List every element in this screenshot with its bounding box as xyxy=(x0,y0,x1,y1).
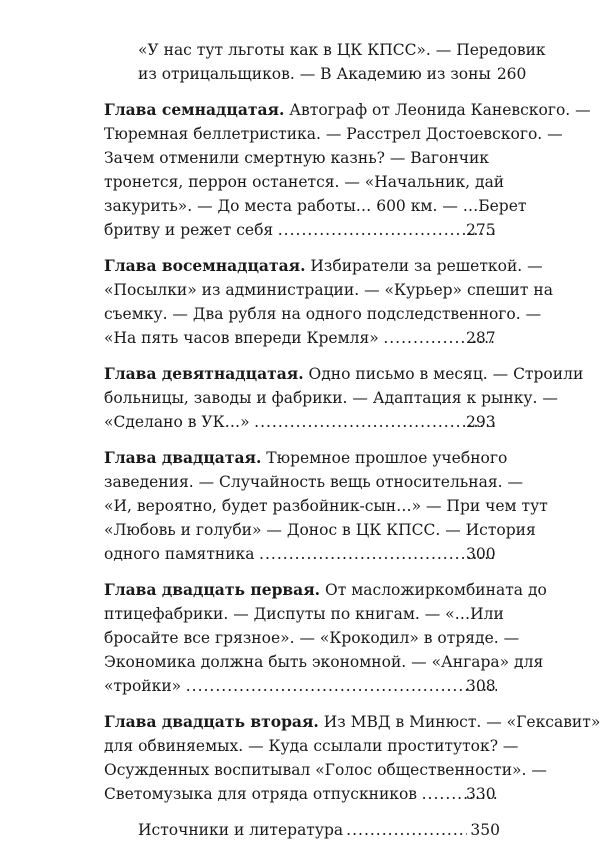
page-number: 260 xyxy=(496,65,527,83)
toc-entry-line: От масложиркомбината до xyxy=(325,581,547,599)
toc-entry-chapter-17[interactable] xyxy=(104,98,591,242)
toc-entry-line: Избиратели за решеткой. — xyxy=(310,257,543,275)
toc-entry-line: закурить». — До места работы… 600 км. — …Берет xyxy=(104,197,527,215)
toc-entry-last-text: Источники и литература xyxy=(138,821,344,839)
toc-entry-line: «Посылки» из администрации. — «Курьер» спешит на xyxy=(104,281,553,299)
toc-entry-sources[interactable] xyxy=(104,818,500,842)
toc-entry-line: бросайте все грязное». — «Крокодил» в отряде. — xyxy=(104,629,520,647)
toc-entry-chapter-19[interactable] xyxy=(104,362,584,434)
chapter-title: Глава восемнадцатая. xyxy=(104,256,306,275)
toc-entry-first-line xyxy=(104,98,591,122)
chapter-title: Глава двадцать первая. xyxy=(104,580,321,599)
chapter-title: Глава двадцатая. xyxy=(104,448,262,467)
toc-entry-first-line xyxy=(104,578,547,602)
toc-entry-line: заведения. — Случайность вещь относительная. — xyxy=(104,473,523,491)
toc-entry-last-line: «Сделано в УК…» ..... 293 xyxy=(138,410,500,434)
dot-leader xyxy=(420,782,497,806)
toc-entry-last-line: Светомузыка для отряда отпускников ..... 330 xyxy=(138,782,500,806)
chapter-title: Глава семнадцатая. xyxy=(104,100,285,119)
toc-entry-first-line xyxy=(104,254,543,278)
toc-entry-first-line xyxy=(104,710,600,734)
toc-entry-last-text: «тройки» xyxy=(104,677,182,695)
dot-leader xyxy=(276,218,497,242)
toc-entry-line: съемку. — Два рубля на одного подследственного. — xyxy=(104,305,542,323)
toc-entry-line: тронется, перрон останется. — «Начальник, дай xyxy=(104,173,505,191)
chapter-title: Глава девятнадцатая. xyxy=(104,364,304,383)
toc-entry-line: Зачем отменили смертную казнь? — Вагончик xyxy=(104,149,489,167)
toc-entry-line: Тюремная беллетристика. — Расстрел Достоевского. — xyxy=(104,125,563,143)
toc-entry-last-line: одного памятника ..... 300 xyxy=(138,542,500,566)
toc-entry-last-line: «На пять часов впереди Кремля» ..... 287 xyxy=(138,326,500,350)
toc-entry-first-line xyxy=(104,446,508,470)
toc-entry-chapter-21[interactable] xyxy=(104,578,547,698)
toc-entry-last-text: одного памятника xyxy=(104,545,255,563)
toc-entry-line: больницы, заводы и фабрики. — Адаптация к рынку. — xyxy=(104,389,558,407)
toc-entry-chapter-18[interactable] xyxy=(104,254,553,350)
toc-entry-last-text: «Сделано в УК…» xyxy=(104,413,250,431)
toc-entry-chapter-22[interactable] xyxy=(104,710,600,806)
toc-entry-line: «И, вероятно, будет разбойник-сын…» — При чем тут xyxy=(104,497,548,515)
toc-entry-line: Осужденных воспитывал «Голос общественности». — xyxy=(104,761,547,779)
toc-entry-last-text: из отрицальщиков. — В Академию из зоны xyxy=(138,65,491,83)
toc-entry-first-line xyxy=(104,362,584,386)
toc-entry-last-line: бритву и режет себя ..... 275 xyxy=(138,218,500,242)
toc-entry-line: птицефабрики. — Диспуты по книгам. — «…Или xyxy=(104,605,504,623)
page-number: 350 xyxy=(470,821,500,839)
toc-entry-line: Автограф от Леонида Каневского. — xyxy=(289,101,591,119)
toc-entry-continuation xyxy=(104,38,546,86)
toc-entry-last-text: «На пять часов впереди Кремля» xyxy=(104,329,379,347)
toc-entry-last-line xyxy=(138,62,527,86)
toc-entry-last-line: «тройки» ..... 308 xyxy=(138,674,500,698)
toc-entry-line: Экономика должна быть экономной. — «Ангара» для xyxy=(104,653,544,671)
toc-entry-last-text: бритву и режет себя xyxy=(104,221,274,239)
toc-entry-line: для обвиняемых. — Куда ссылали проституток? — xyxy=(104,737,519,755)
toc-entry-chapter-20[interactable] xyxy=(104,446,548,566)
dot-leader xyxy=(184,674,497,698)
toc-entry-line: Тюремное прошлое учебного xyxy=(266,449,508,467)
table-of-contents xyxy=(104,38,600,854)
toc-entry-last-text: Светомузыка для отряда отпускников xyxy=(104,785,418,803)
toc-entry-line: «У нас тут льготы как в ЦК КПСС». — Передовик xyxy=(138,41,546,59)
dot-leader xyxy=(253,410,497,434)
toc-entry-line: «Любовь и голуби» — Донос в ЦК КПСС. — История xyxy=(104,521,536,539)
toc-entry-line: Одно письмо в месяц. — Строили xyxy=(308,365,584,383)
toc-entry-line: Из МВД в Минюст. — «Гексавит» xyxy=(323,713,600,731)
toc-entry-last-line xyxy=(138,818,500,842)
dot-leader xyxy=(346,818,467,842)
dot-leader xyxy=(258,542,498,566)
chapter-title: Глава двадцать вторая. xyxy=(104,712,319,731)
